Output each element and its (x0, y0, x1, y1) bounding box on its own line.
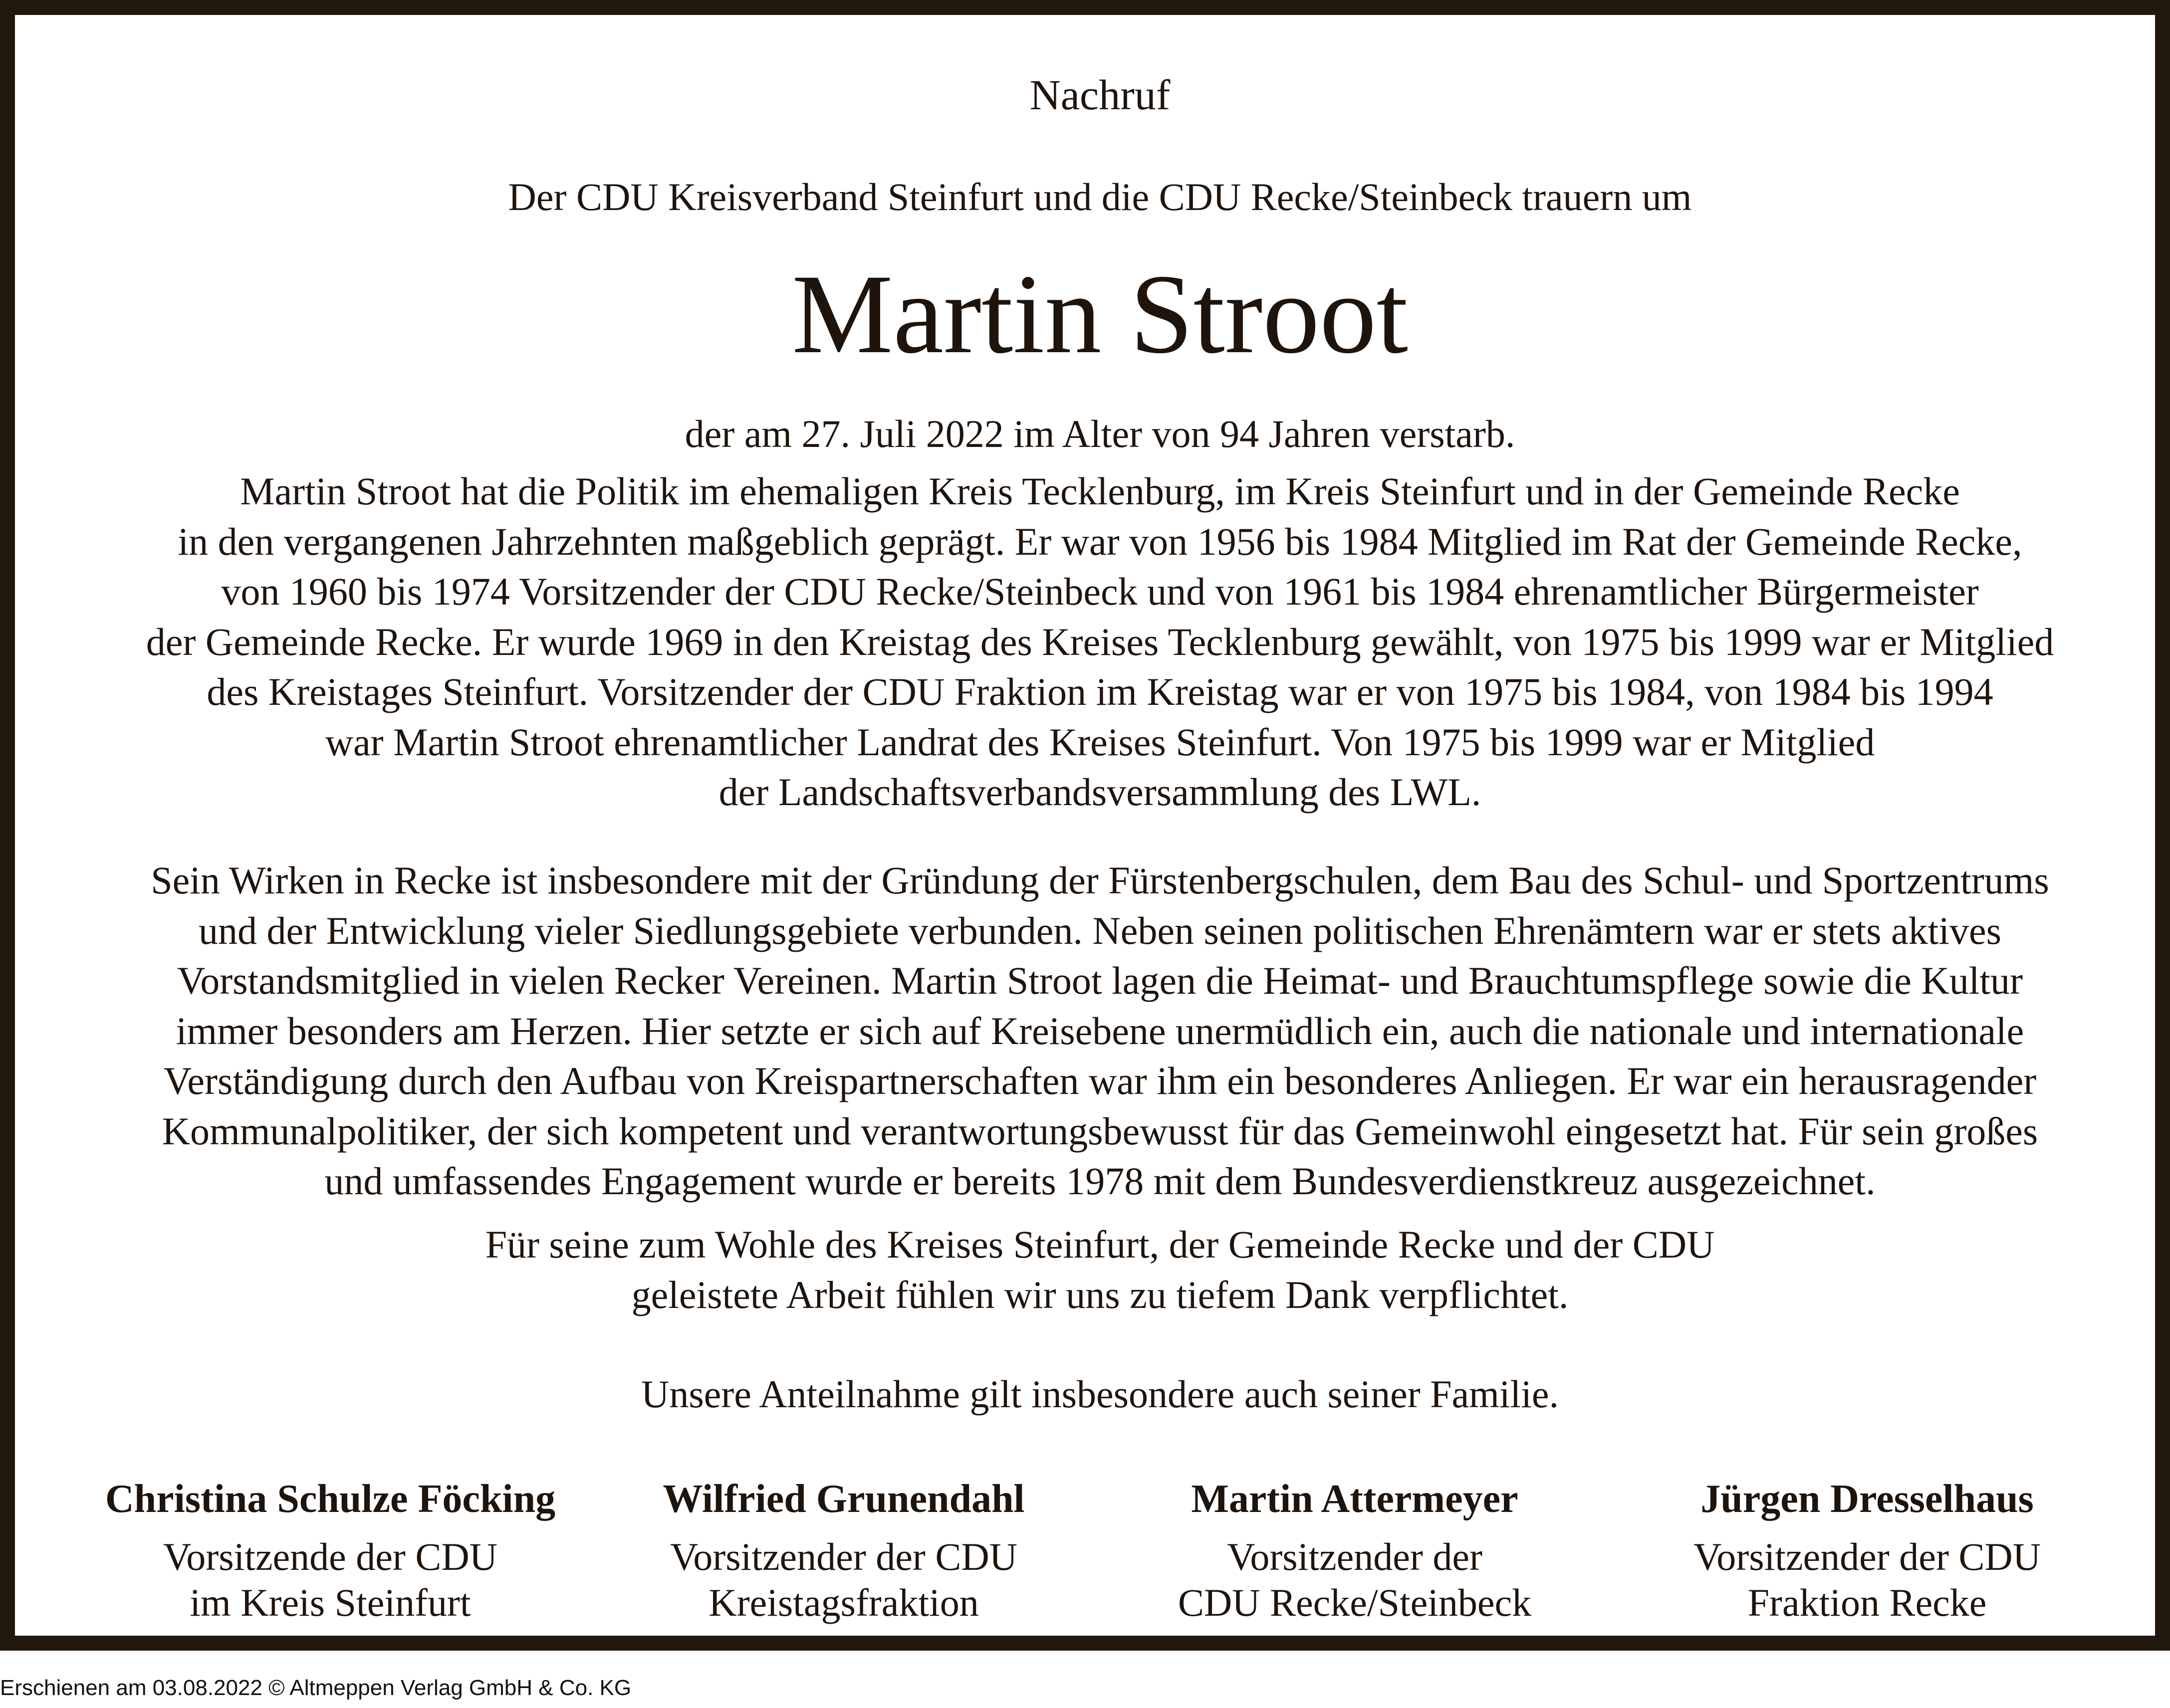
paragraph-line: geleistete Arbeit fühlen wir uns zu tiefem Dank verpflichtet. (631, 1273, 1569, 1316)
paragraph-line: und der Entwicklung vieler Siedlungsgebiete verbunden. Neben seinen politischen Ehrenämtern war er stets aktives (199, 908, 2001, 952)
signer-name: Christina Schulze Föcking (105, 1477, 556, 1521)
paragraph-line: und umfassendes Engagement wurde er bereits 1978 mit dem Bundesverdienstkreuz ausgezeichnet. (324, 1159, 1876, 1203)
paragraph-line: von 1960 bis 1974 Vorsitzender der CDU Recke/Steinbeck und von 1961 bis 1984 ehrenamtlicher Bürgermeister (221, 570, 1979, 613)
signer-name: Wilfried Grunendahl (663, 1477, 1025, 1521)
notice-intro: Der CDU Kreisverband Steinfurt und die CDU Recke/Steinbeck trauern um (508, 175, 1692, 218)
paragraph-line: Martin Stroot hat die Politik im ehemaligen Kreis Tecklenburg, im Kreis Steinfurt und in der Gemeinde Recke (240, 469, 1960, 513)
signer-role (1105, 1534, 1604, 1626)
signer-role-line: CDU Recke/Steinbeck (1178, 1581, 1532, 1624)
paragraph-line: des Kreistages Steinfurt. Vorsitzender der CDU Fraktion im Kreistag war er von 1975 bis 1984, von 1984 bis 1994 (207, 670, 1993, 713)
signer-role-line: Fraktion Recke (1747, 1581, 1987, 1624)
paragraph-line: Kommunalpolitiker, der sich kompetent und verantwortungsbewusst für das Gemeinwohl eingesetzt hat. Für sein großes (162, 1109, 2038, 1153)
paragraph-line: Für seine zum Wohle des Kreises Steinfurt, der Gemeinde Recke und der CDU (485, 1223, 1715, 1266)
condolence-line: Unsere Anteilnahme gilt insbesondere auch seiner Familie. (641, 1372, 1559, 1416)
signer-role-line: Vorsitzender der CDU (670, 1535, 1018, 1578)
paragraph-line: Verständigung durch den Aufbau von Kreispartnerschaften war ihm ein besonderes Anliegen. Er war ein herausragender (163, 1059, 2037, 1102)
signer (1618, 1474, 2117, 1626)
paragraph-line: war Martin Stroot ehrenamtlicher Landrat des Kreises Steinfurt. Von 1975 bis 1999 war er Mitglied (325, 720, 1875, 764)
signers-row (30, 1474, 2170, 1634)
death-line: der am 27. Juli 2022 im Alter von 94 Jahren verstarb. (685, 412, 1515, 455)
signer-name: Martin Attermeyer (1191, 1477, 1518, 1521)
signer-role (81, 1534, 580, 1626)
signer-role-line: Vorsitzender der CDU (1693, 1535, 2041, 1578)
deceased-name: Martin Stroot (792, 251, 1408, 377)
signer (81, 1474, 580, 1626)
publication-footer: Erschienen am 03.08.2022 © Altmeppen Verlag GmbH & Co. KG (0, 1676, 632, 1700)
signer (1105, 1474, 1604, 1626)
paragraph-line: der Gemeinde Recke. Er wurde 1969 in den Kreistag des Kreises Tecklenburg gewählt, von 1975 bis 1999 war er Mitglied (146, 620, 2054, 663)
signer-role-line: Vorsitzender der (1227, 1535, 1482, 1578)
signer-name: Jürgen Dresselhaus (1700, 1477, 2034, 1521)
signer-role-line: Vorsitzende der CDU (163, 1535, 498, 1578)
signer-role (1618, 1534, 2117, 1626)
paragraph-line: in den vergangenen Jahrzehnten maßgeblich geprägt. Er war von 1956 bis 1984 Mitglied im Rat der Gemeinde Recke, (178, 519, 2022, 563)
biography-paragraph-1 (30, 466, 2170, 818)
paragraph-line: immer besonders am Herzen. Hier setzte er sich auf Kreisebene unermüdlich ein, auch die nationale und internationale (176, 1009, 2024, 1053)
signer (594, 1474, 1093, 1626)
paragraph-line: Vorstandsmitglied in vielen Recker Vereinen. Martin Stroot lagen die Heimat- und Brauchtumspflege sowie die Kultur (177, 959, 2023, 1002)
paragraph-line: der Landschaftsverbandsversammlung des LWL. (719, 770, 1481, 814)
signer-role-line: Kreistagsfraktion (709, 1581, 979, 1624)
biography-paragraph-2 (30, 855, 2170, 1207)
signer-role-line: im Kreis Steinfurt (190, 1581, 471, 1624)
gratitude-paragraph (30, 1220, 2170, 1320)
paragraph-line: Sein Wirken in Recke ist insbesondere mit der Gründung der Fürstenbergschulen, dem Bau des Schul- und Sportzentrums (151, 858, 2049, 902)
signer-role (594, 1534, 1093, 1626)
notice-heading: Nachruf (1029, 71, 1171, 119)
